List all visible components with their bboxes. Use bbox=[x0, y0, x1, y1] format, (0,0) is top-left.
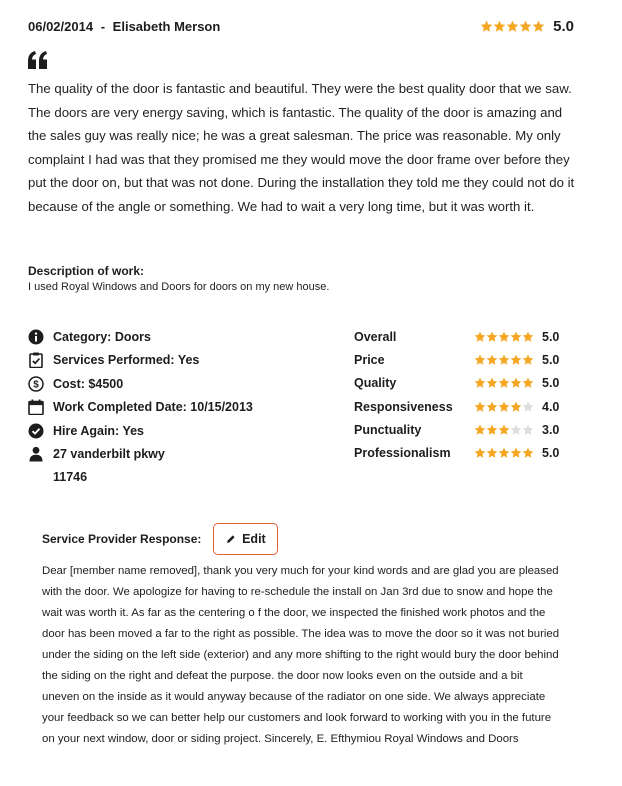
detail-completed bbox=[28, 396, 348, 420]
star-filled-icon bbox=[486, 401, 498, 413]
rating-name: Price bbox=[354, 352, 385, 367]
review-header bbox=[28, 18, 588, 40]
cost-text: Cost: $4500 bbox=[53, 376, 124, 391]
star-filled-icon bbox=[474, 377, 486, 389]
star-filled-icon bbox=[522, 447, 534, 459]
star-filled-icon bbox=[498, 401, 510, 413]
star-filled-icon bbox=[498, 354, 510, 366]
review-body: The quality of the door is fantastic and beautiful. They were the best quality door that we saw. The doors are very energy saving, which is fantastic. The quality of the door is amazing and the sales guy was really nice; he was a great salesman. The price was reasonable. My only complaint I had was that they promised me they would move the door frame over before they put the door on, but that was not done. During the installation they told me they could not do it because of the angle or something. We had to wait a very long time, but it was worth it. bbox=[28, 81, 575, 214]
response-header bbox=[42, 523, 582, 555]
star-filled-icon bbox=[522, 354, 534, 366]
star-filled-icon bbox=[486, 447, 498, 459]
detail-category bbox=[28, 325, 348, 349]
pencil-icon bbox=[226, 534, 236, 544]
response-body: Dear [member name removed], thank you very much for your kind words and are glad you are pleased with the door. We apologize for having to re-schedule the install on Jan 3rd due to snow and hope the wait was worth it. As far as the centering o f the door, we inspected the finished work photos and the door has been moved a far to the right as possible. The idea was to move the door so it was not buried under the siding on the left side (exterior) and any more shifting to the right would bury the door behind the siding on the right and defeat the purpose. the door now looks even on the outside and a bit uneven on the inside as it would anyway because of the radiator on one side. We always appreciate your feedback so we can better help our customers and look forward to working with you in the future on your next window, door or siding project. Sincerely, E. Efthymiou Royal Windows and Doors bbox=[42, 565, 560, 745]
dollar-icon bbox=[28, 376, 44, 392]
star-filled-icon bbox=[510, 331, 522, 343]
rating-name: Punctuality bbox=[354, 422, 422, 437]
star-empty-icon bbox=[510, 424, 522, 436]
rating-score: 5.0 bbox=[542, 352, 560, 367]
star-filled-icon bbox=[486, 377, 498, 389]
star-filled-icon bbox=[522, 377, 534, 389]
response-label: Service Provider Response: bbox=[42, 532, 202, 546]
star-filled-icon bbox=[498, 447, 510, 459]
description-label: Description of work: bbox=[28, 264, 145, 278]
rating-score: 5.0 bbox=[542, 446, 560, 461]
star-filled-icon bbox=[510, 401, 522, 413]
star-filled-icon bbox=[474, 424, 486, 436]
overall-stars bbox=[480, 20, 545, 33]
ratings-breakdown bbox=[354, 325, 574, 465]
rating-row bbox=[354, 395, 574, 418]
category-text: Category: Doors bbox=[53, 329, 151, 344]
star-filled-icon bbox=[474, 354, 486, 366]
star-filled-icon bbox=[486, 331, 498, 343]
rating-row bbox=[354, 418, 574, 441]
calendar-icon bbox=[28, 399, 44, 415]
rating-stars bbox=[474, 331, 534, 343]
detail-cost bbox=[28, 372, 348, 396]
star-filled-icon bbox=[510, 447, 522, 459]
address-line1: 27 vanderbilt pkwy bbox=[53, 447, 165, 462]
address-line2: 11746 bbox=[53, 470, 88, 484]
clipboard-check-icon bbox=[28, 352, 44, 368]
info-icon bbox=[28, 329, 44, 345]
rating-stars bbox=[474, 447, 534, 459]
rating-score: 4.0 bbox=[542, 399, 560, 414]
check-circle-icon bbox=[28, 423, 44, 439]
review-meta bbox=[28, 19, 220, 34]
svg-text:$: $ bbox=[33, 379, 39, 391]
rating-name: Overall bbox=[354, 329, 397, 344]
rating-name: Professionalism bbox=[354, 446, 451, 461]
edit-button[interactable] bbox=[213, 523, 278, 555]
rating-name: Responsiveness bbox=[354, 399, 453, 414]
star-filled-icon bbox=[498, 377, 510, 389]
star-filled-icon bbox=[519, 20, 532, 33]
meta-separator: - bbox=[100, 19, 106, 34]
detail-hire-again bbox=[28, 419, 348, 443]
rating-stars bbox=[474, 401, 534, 413]
overall-rating bbox=[480, 18, 574, 35]
quote-icon bbox=[27, 50, 49, 70]
rating-stars bbox=[474, 424, 534, 436]
provider-response bbox=[42, 523, 582, 750]
rating-stars bbox=[474, 354, 534, 366]
rating-score: 5.0 bbox=[542, 329, 560, 344]
star-filled-icon bbox=[474, 331, 486, 343]
star-filled-icon bbox=[493, 20, 506, 33]
hire-again-text: Hire Again: Yes bbox=[53, 423, 145, 438]
star-filled-icon bbox=[498, 331, 510, 343]
overall-score: 5.0 bbox=[553, 18, 574, 35]
rating-stars bbox=[474, 377, 534, 389]
completed-text: Work Completed Date: 10/15/2013 bbox=[53, 400, 253, 415]
rating-row bbox=[354, 325, 574, 348]
person-icon bbox=[28, 446, 44, 462]
star-filled-icon bbox=[486, 354, 498, 366]
rating-row bbox=[354, 372, 574, 395]
star-filled-icon bbox=[474, 447, 486, 459]
star-filled-icon bbox=[532, 20, 545, 33]
star-filled-icon bbox=[480, 20, 493, 33]
rating-row bbox=[354, 348, 574, 371]
star-filled-icon bbox=[510, 354, 522, 366]
review-date: 06/02/2014 bbox=[28, 19, 94, 34]
star-filled-icon bbox=[474, 401, 486, 413]
star-empty-icon bbox=[522, 424, 534, 436]
star-filled-icon bbox=[498, 424, 510, 436]
star-filled-icon bbox=[506, 20, 519, 33]
star-empty-icon bbox=[522, 401, 534, 413]
detail-services bbox=[28, 349, 348, 373]
star-filled-icon bbox=[486, 424, 498, 436]
rating-score: 5.0 bbox=[542, 376, 560, 391]
review-details bbox=[28, 325, 348, 489]
rating-name: Quality bbox=[354, 376, 397, 391]
detail-address bbox=[28, 443, 348, 467]
rating-row bbox=[354, 441, 574, 464]
review-author: Elisabeth Merson bbox=[112, 19, 221, 34]
star-filled-icon bbox=[522, 331, 534, 343]
description-value: I used Royal Windows and Doors for doors on my new house. bbox=[28, 281, 330, 293]
star-filled-icon bbox=[510, 377, 522, 389]
description-of-work bbox=[28, 264, 588, 293]
rating-score: 3.0 bbox=[542, 422, 560, 437]
edit-label: Edit bbox=[242, 532, 266, 546]
services-text: Services Performed: Yes bbox=[53, 353, 200, 368]
